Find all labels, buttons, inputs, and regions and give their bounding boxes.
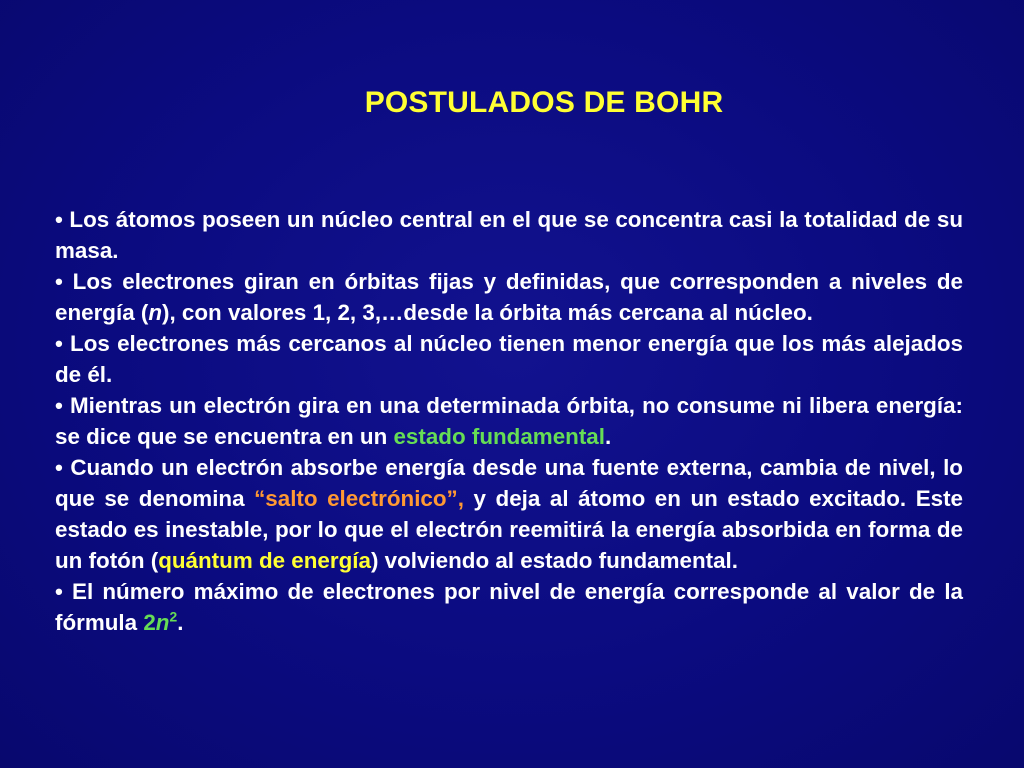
bullet-ground-state <box>55 390 963 452</box>
bullet-text-after: ) volviendo al estado fundamental. <box>370 548 738 573</box>
bullet-max-electrons <box>55 576 963 638</box>
variable-n: n <box>148 300 163 325</box>
slide-title: POSTULADOS DE BOHR <box>364 86 724 119</box>
bullet-list <box>55 204 963 638</box>
bullet-text-before: • Los electrones giran en órbitas fijas y definidas, que corresponden a niveles de energía ( <box>55 269 963 325</box>
highlight-salto-electronico: “salto electrónico”, <box>254 486 464 511</box>
bullet-text: • Los electrones más cercanos al núcleo tienen menor energía que los más alejados de él. <box>55 331 963 387</box>
bullet-text-middle: y deja al átomo en un estado excitado. Este estado es inestable, por lo que el electrón reemitirá la energía absorbida en forma de un fotón ( <box>55 486 963 573</box>
highlight-quantum: quántum de energía <box>158 548 371 573</box>
bullet-text-after: . <box>177 610 184 635</box>
bullet-text: • Los átomos poseen un núcleo central en el que se concentra casi la totalidad de su masa. <box>55 207 963 263</box>
bullet-text-before: • Cuando un electrón absorbe energía desde una fuente externa, cambia de nivel, lo que se denomina <box>55 455 963 511</box>
bullet-electron-jump <box>55 452 963 576</box>
formula-coefficient: 2 <box>143 610 156 635</box>
bullet-text-before: • Mientras un electrón gira en una determinada órbita, no consume ni libera energía: se dice que se encuentra en un <box>55 393 963 449</box>
bullet-text-after: ), con valores 1, 2, 3,…desde la órbita más cercana al núcleo. <box>162 300 813 325</box>
bullet-nucleus <box>55 204 963 266</box>
formula-variable: n <box>155 610 170 635</box>
bullet-energy <box>55 328 963 390</box>
bullet-text-after: . <box>604 424 612 449</box>
formula-exponent: 2 <box>169 608 178 625</box>
highlight-estado-fundamental: estado fundamental <box>393 424 605 449</box>
bullet-text-before: • El número máximo de electrones por nivel de energía corresponde al valor de la fórmula <box>55 579 963 635</box>
bullet-orbits <box>55 266 963 328</box>
